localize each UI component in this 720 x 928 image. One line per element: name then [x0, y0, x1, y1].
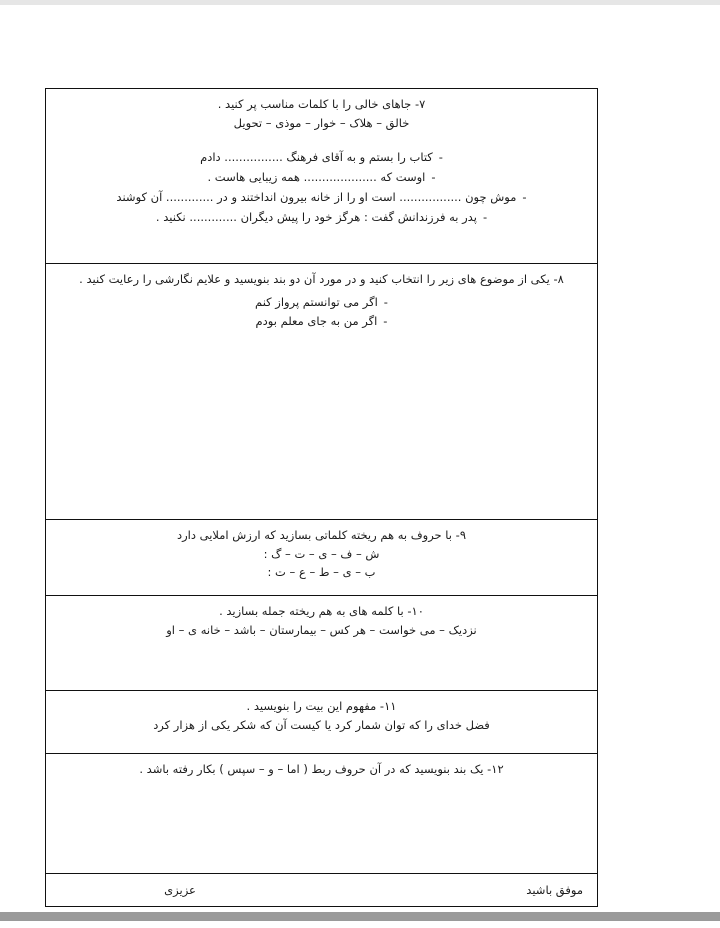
dash-marker: - — [482, 209, 488, 224]
question-row-12 — [46, 754, 597, 874]
question-8-item-1: اگر می توانستم پرواز کنم — [255, 294, 378, 309]
spacer — [56, 132, 587, 144]
question-9-number: ۹- — [455, 528, 467, 542]
question-8-items — [56, 293, 587, 333]
question-7-prompt: جاهای خالی را با کلمات مناسب پر کنید . — [217, 97, 412, 111]
list-item — [56, 208, 587, 228]
dash-marker: - — [431, 170, 436, 185]
question-8-item-2: اگر من به جای معلم بودم — [255, 314, 378, 329]
question-row-8 — [46, 264, 597, 520]
question-10-number: ۱۰- — [407, 604, 424, 618]
list-item — [56, 148, 587, 168]
dash-marker: - — [522, 189, 527, 204]
question-9-prompt: با حروف به هم ریخته کلماتی بسازید که ارزش املایی دارد — [176, 528, 453, 542]
footer-row — [46, 874, 597, 906]
footer-signature: عزیزی — [164, 883, 196, 897]
list-item — [56, 312, 587, 332]
question-7-heading — [56, 95, 587, 114]
question-8-prompt: یکی از موضوع های زیر را انتخاب کنید و در مورد آن دو بند بنویسید و علایم نگارشی را رعایت کنید . — [79, 272, 550, 286]
question-7-item-4: پدر به فرزندانش گفت : هرگز خود را پیش دیگران ............. نکنید . — [155, 209, 477, 224]
scan-top-strip — [0, 0, 720, 5]
question-11-verse: فضل خدای را که توان شمار کرد یا کیست آن که شکر یکی از هزار کرد — [153, 717, 490, 732]
question-12-answer-area[interactable] — [56, 779, 587, 859]
question-row-10 — [46, 596, 597, 691]
dash-marker: - — [383, 314, 388, 329]
dash-marker: - — [383, 294, 388, 309]
question-7-word-bank: خالق – هلاک – خوار – موذی – تحویل — [233, 115, 410, 130]
list-item — [56, 168, 587, 188]
question-9-heading — [56, 526, 587, 545]
question-8-answer-area[interactable] — [56, 332, 587, 502]
question-12-heading — [56, 760, 587, 779]
question-7-items — [56, 148, 587, 227]
question-11-heading — [56, 697, 587, 716]
exam-sheet-table — [45, 88, 598, 907]
question-10-item-1: نزدیک – می خواست – هر کس – بیمارستان – باشد – خانه ی – او — [166, 622, 477, 637]
question-12-number: ۱۲- — [487, 762, 504, 776]
question-11-number: ۱۱- — [379, 699, 397, 713]
question-7-item-3: موش چون ................. است او را از خانه بیرون انداختند و در ............. آن کوشند — [116, 189, 517, 204]
question-row-9 — [46, 520, 597, 596]
question-9-item-2: ب – ی – ط – ع – ت : — [267, 565, 376, 580]
question-10-heading — [56, 602, 587, 621]
question-8-number: ۸- — [553, 272, 564, 286]
question-8-heading — [56, 270, 587, 289]
question-row-7 — [46, 89, 597, 264]
footer-wish: موفق باشید — [526, 883, 583, 897]
list-item — [56, 188, 587, 208]
question-7-item-2: اوست که .................... همه زیبایی هاست . — [207, 170, 426, 185]
list-item — [56, 293, 587, 313]
dash-marker: - — [438, 150, 443, 165]
scan-bottom-bar — [0, 912, 720, 921]
question-11-prompt: مفهوم این بیت را بنویسید . — [246, 699, 377, 713]
question-7-item-1: کتاب را بستم و به آقای فرهنگ ................ دادم — [200, 150, 433, 165]
question-9-item-1: ش – ف – ی – ت – گ : — [263, 546, 380, 561]
question-10-prompt: با کلمه های به هم ریخته جمله بسازید . — [219, 604, 404, 618]
question-7-number: ۷- — [414, 97, 426, 111]
question-12-prompt: یک بند بنویسید که در آن حروف ربط ( اما – و – سپس ) بکار رفته باشد . — [139, 762, 484, 776]
question-row-11 — [46, 691, 597, 754]
question-10-answer-area[interactable] — [56, 639, 587, 671]
